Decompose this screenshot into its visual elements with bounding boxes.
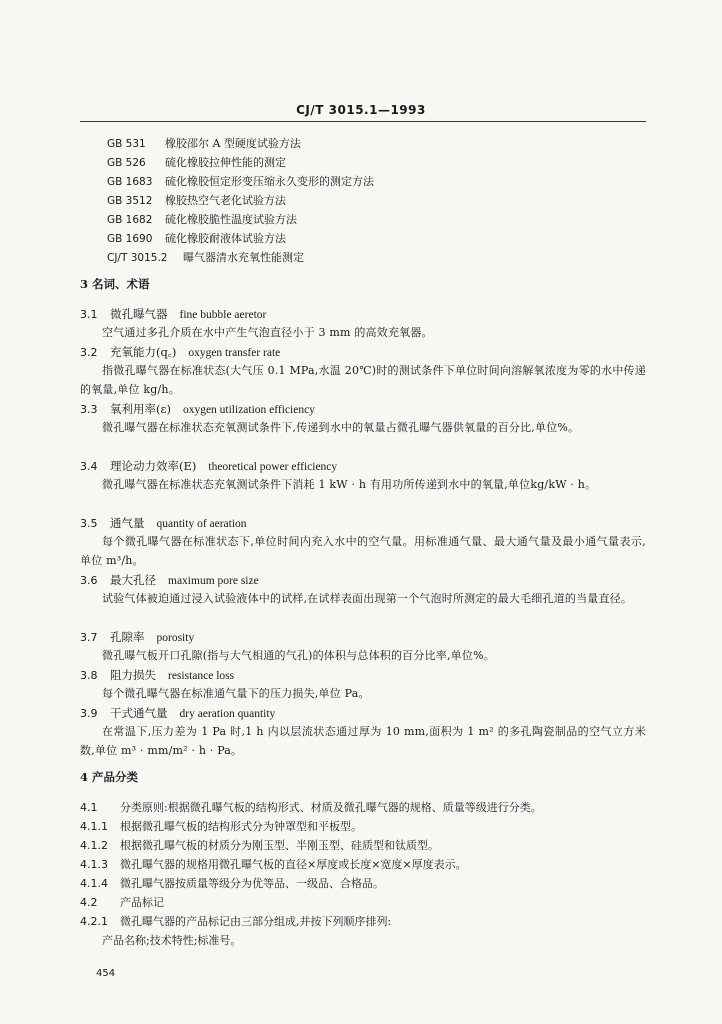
clause-text: 产品标记 — [120, 896, 164, 909]
term-number: 3.2 — [80, 346, 98, 359]
term-3-3-body: 微孔曝气器在标准状态充氧测试条件下,传递到水中的氧量占微孔曝气器供氧量的百分比,单位%。 — [102, 421, 580, 434]
term-3-3 — [80, 401, 315, 417]
term-3-6-body: 试验气体被迫通过浸入试验液体中的试样,在试样表面出现第一个气泡时所测定的最大毛细孔道的当量直径。 — [102, 592, 633, 605]
ref-title: 硫化橡胶恒定形变压缩永久变形的测定方法 — [165, 175, 374, 188]
clause-text: 根据微孔曝气板的材质分为刚玉型、半刚玉型、硅质型和钛质型。 — [120, 839, 439, 852]
term-3-2 — [80, 344, 280, 360]
section-4-heading: 4 产品分类 — [80, 770, 139, 784]
term-cn: 理论动力效率(E) — [110, 459, 197, 473]
ref-gb526 — [107, 154, 286, 170]
ref-code: GB 1690 — [107, 233, 153, 245]
term-number: 3.8 — [80, 669, 98, 682]
clause-text: 分类原则:根据微孔曝气板的结构形式、材质及微孔曝气器的规格、质量等级进行分类。 — [120, 801, 542, 814]
clause-number: 4.2 — [80, 896, 98, 909]
term-cn: 孔隙率 — [110, 630, 145, 644]
clause-4-1-4 — [80, 875, 384, 891]
ref-code: GB 1682 — [107, 214, 153, 226]
term-3-7 — [80, 629, 194, 645]
ref-gb531 — [107, 135, 301, 151]
ref-code: GB 3512 — [107, 195, 153, 207]
clause-number: 4.1.4 — [80, 877, 108, 890]
term-en: resistance loss — [168, 670, 235, 682]
term-en: theoretical power efficiency — [208, 461, 338, 473]
clause-text: 微孔曝气器的规格用微孔曝气板的直径×厚度或长度×宽度×厚度表示。 — [120, 858, 467, 871]
term-3-7-body: 微孔曝气板开口孔隙(指与大气相通的气孔)的体积与总体积的百分比率,单位%。 — [102, 649, 495, 662]
ref-title: 曝气器清水充氧性能测定 — [183, 251, 304, 264]
term-cn: 氧利用率(ε) — [110, 402, 171, 416]
clause-4-1 — [80, 799, 542, 815]
term-cn: 干式通气量 — [110, 706, 168, 720]
ref-title: 橡胶热空气老化试验方法 — [165, 194, 286, 207]
ref-gb1683 — [107, 173, 374, 189]
term-cn: 充氧能力(q꜀) — [110, 345, 177, 359]
term-3-1-body: 空气通过多孔介质在水中产生气泡直径小于 3 mm 的高效充氧器。 — [102, 326, 433, 339]
ref-code: GB 1683 — [107, 176, 153, 188]
term-3-9-body: 在常温下,压力差为 1 Pa 时,1 h 内以层流状态通过厚为 10 mm,面积为 1 m² 的多孔陶瓷制品的空气立方米数,单位 m³ · mm/m² · h · Pa。 — [80, 725, 646, 757]
ref-code: CJ/T 3015.2 — [107, 252, 168, 264]
header-rule — [80, 121, 646, 122]
ref-code: GB 531 — [107, 138, 146, 150]
clause-number: 4.1.1 — [80, 820, 108, 833]
section-3-heading: 3 名词、术语 — [80, 277, 150, 291]
clause-4-1-2 — [80, 837, 439, 853]
term-number: 3.5 — [80, 517, 98, 530]
clause-number: 4.1 — [80, 801, 98, 814]
term-cn: 最大孔径 — [110, 573, 156, 587]
term-3-4 — [80, 458, 337, 474]
clause-number: 4.1.2 — [80, 839, 108, 852]
ref-title: 橡胶邵尔 A 型硬度试验方法 — [165, 137, 301, 150]
term-en: oxygen utilization efficiency — [182, 404, 315, 416]
ref-gb1690 — [107, 230, 286, 246]
term-en: dry aeration quantity — [179, 708, 276, 720]
page-number: 454 — [96, 968, 116, 979]
term-cn: 阻力损失 — [110, 668, 156, 682]
term-number: 3.3 — [80, 403, 98, 416]
clause-4-1-1 — [80, 818, 362, 834]
ref-gb1682 — [107, 211, 297, 227]
term-number: 3.1 — [80, 308, 98, 321]
clause-4-2 — [80, 894, 164, 910]
clause-text: 微孔曝气器按质量等级分为优等品、一级品、合格品。 — [120, 877, 384, 890]
term-3-8 — [80, 667, 234, 683]
term-3-4-body: 微孔曝气器在标准状态充氧测试条件下消耗 1 kW · h 有用功所传递到水中的氧量,单位kg/kW · h。 — [102, 478, 597, 491]
term-3-2-body: 指微孔曝气器在标准状态(大气压 0.1 MPa,水温 20℃)时的测试条件下单位时间向溶解氧浓度为零的水中传递的氧量,单位 kg/h。 — [80, 364, 646, 396]
ref-cjt3015-2 — [107, 249, 304, 265]
term-number: 3.6 — [80, 574, 98, 587]
clause-number: 4.2.1 — [80, 915, 108, 928]
term-3-5 — [80, 515, 247, 531]
clause-4-2-1 — [80, 913, 391, 929]
term-en: oxygen transfer rate — [188, 347, 281, 359]
term-3-9 — [80, 705, 275, 721]
marking-order-line: 产品名称;技术特性;标准号。 — [102, 934, 242, 947]
term-number: 3.7 — [80, 631, 98, 644]
clause-text: 根据微孔曝气板的结构形式分为钟罩型和平板型。 — [120, 820, 362, 833]
ref-title: 硫化橡胶耐液体试验方法 — [165, 232, 286, 245]
term-3-6 — [80, 572, 259, 588]
clause-text: 微孔曝气器的产品标记由三部分组成,并按下列顺序排列: — [120, 915, 392, 928]
term-3-8-body: 每个微孔曝气器在标准通气量下的压力损失,单位 Pa。 — [102, 687, 370, 700]
ref-title: 硫化橡胶脆性温度试验方法 — [165, 213, 297, 226]
term-en: quantity of aeration — [156, 518, 247, 530]
term-cn: 微孔曝气器 — [110, 307, 168, 321]
term-en: maximum pore size — [168, 575, 259, 587]
ref-code: GB 526 — [107, 157, 146, 169]
term-en: fine bubble aeretor — [179, 309, 267, 321]
term-cn: 通气量 — [110, 516, 145, 530]
term-3-5-body: 每个微孔曝气器在标准状态下,单位时间内充入水中的空气量。用标准通气量、最大通气量及最小通气量表示,单位 m³/h。 — [80, 535, 646, 567]
term-3-1 — [80, 306, 266, 322]
ref-title: 硫化橡胶拉伸性能的测定 — [165, 156, 286, 169]
term-number: 3.4 — [80, 460, 98, 473]
term-number: 3.9 — [80, 707, 98, 720]
term-en: porosity — [156, 632, 195, 644]
page-header: CJ/T 3015.1—1993 — [296, 103, 426, 117]
ref-gb3512 — [107, 192, 286, 208]
clause-number: 4.1.3 — [80, 858, 108, 871]
clause-4-1-3 — [80, 856, 467, 872]
